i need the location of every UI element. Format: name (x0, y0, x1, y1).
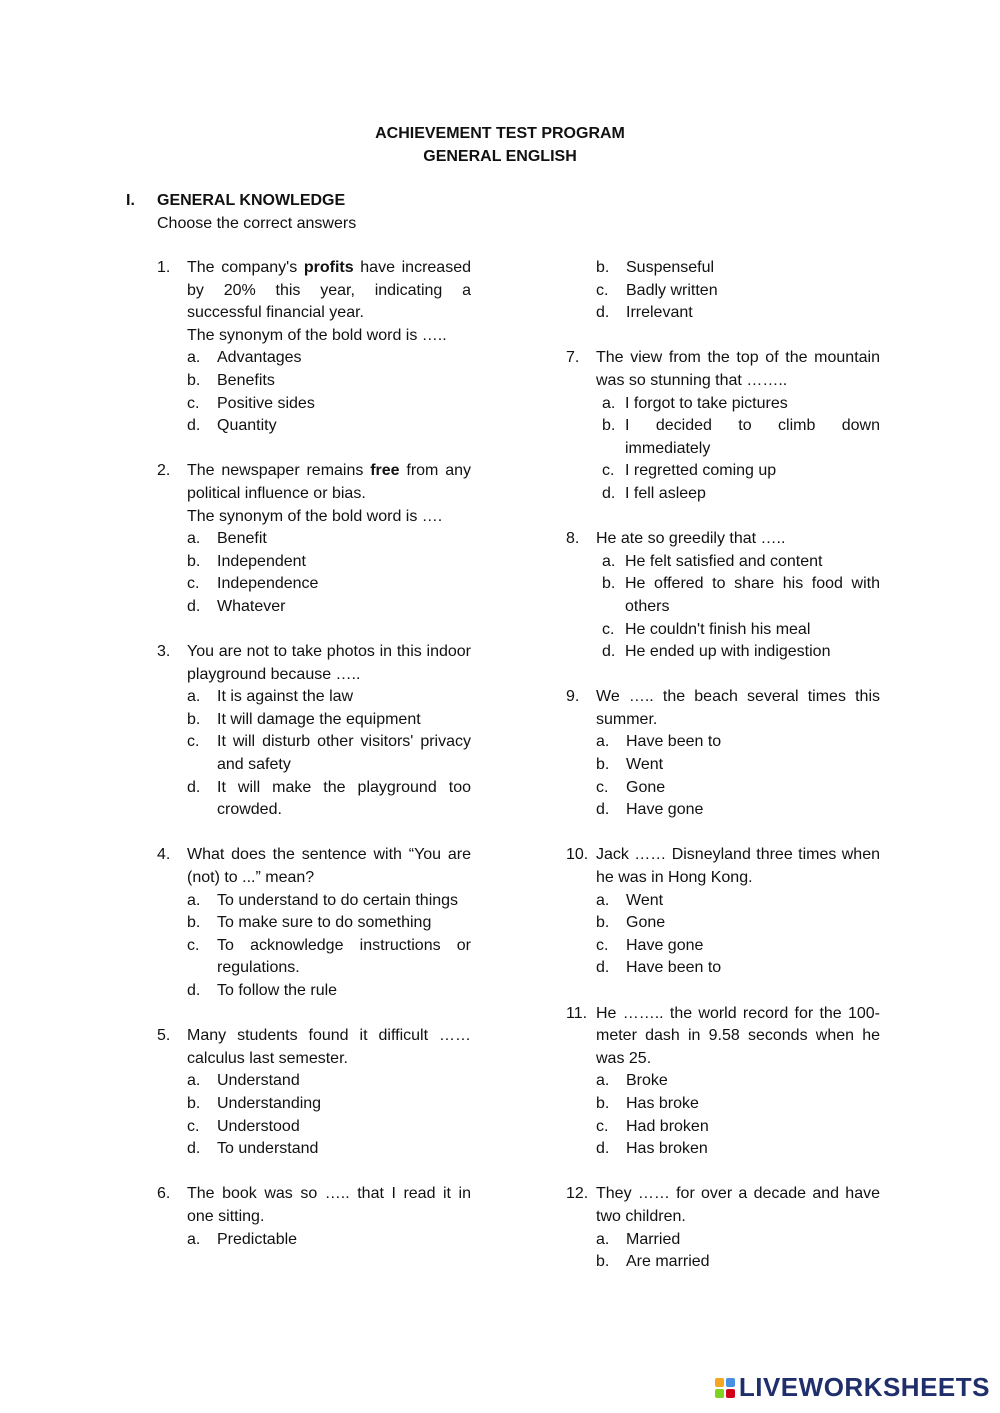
option-text: Went (626, 756, 664, 774)
option-text: I fell asleep (625, 484, 706, 502)
document-subtitle: GENERAL ENGLISH (423, 148, 577, 165)
answer-options (596, 257, 880, 325)
answer-options (187, 347, 471, 437)
option-letter: c. (187, 1117, 200, 1135)
option-letter: b. (596, 1253, 610, 1271)
bold-keyword: profits (303, 259, 354, 276)
option-letter: c. (596, 281, 609, 299)
question-stem (157, 1025, 471, 1070)
option-letter: a. (596, 1072, 610, 1090)
option-text: Gone (626, 778, 666, 796)
answer-option (596, 1070, 880, 1093)
answer-option (602, 619, 880, 642)
question-text: He …….. the world record for the 100-meter dash in 9.58 seconds when he was 25. (596, 1004, 880, 1067)
option-letter: c. (596, 778, 609, 796)
option-text: Benefits (217, 371, 275, 389)
question-text: What does the sentence with “You are (not) to ...” mean? (187, 846, 471, 887)
logo-square (726, 1389, 735, 1398)
option-text: Independent (217, 552, 306, 570)
answer-option (596, 1116, 880, 1139)
option-text: Quantity (217, 417, 277, 435)
option-text: Gone (626, 914, 666, 932)
option-letter: d. (187, 1140, 201, 1158)
question-text: They …… for over a decade and have two children. (596, 1185, 880, 1225)
question-item (566, 844, 880, 980)
option-letter: c. (187, 733, 200, 751)
section-title: GENERAL KNOWLEDGE (157, 192, 346, 209)
option-text: Independence (217, 575, 319, 593)
answer-option (596, 957, 880, 980)
question-text: Jack …… Disneyland three times when he was in Hong Kong. (596, 846, 880, 887)
option-text: I decided to climb down immediately (625, 417, 880, 457)
option-text: To make sure to do something (217, 914, 432, 932)
option-letter: b. (602, 417, 616, 435)
answer-option (596, 777, 880, 800)
option-letter: d. (602, 484, 616, 502)
option-text: To acknowledge instructions or regulations. (217, 936, 471, 977)
question-stem (566, 1183, 880, 1228)
option-letter: a. (602, 552, 616, 570)
question-stem (157, 257, 471, 325)
option-letter: a. (187, 530, 201, 548)
option-letter: b. (596, 259, 610, 276)
answer-option (596, 731, 880, 754)
question-subprompt: The synonym of the bold word is …. (187, 507, 443, 525)
question-text: The newspaper remains free from any political influence or bias. (187, 462, 471, 502)
question-number: 1. (157, 259, 171, 276)
question-number: 5. (157, 1027, 171, 1045)
option-text: Predictable (217, 1230, 298, 1248)
answer-option (187, 980, 471, 1003)
answer-options (187, 890, 471, 1003)
answer-option (596, 754, 880, 777)
option-text: It is against the law (217, 688, 354, 706)
question-item (157, 641, 471, 822)
answer-option (187, 370, 471, 393)
option-letter: d. (187, 417, 201, 435)
option-letter: a. (187, 1072, 201, 1090)
option-letter: d. (596, 959, 610, 977)
answer-option (187, 415, 471, 438)
option-letter: c. (187, 575, 200, 593)
option-letter: c. (602, 462, 615, 480)
option-letter: d. (596, 304, 610, 322)
question-item (157, 844, 471, 1002)
answer-option (187, 551, 471, 574)
option-text: Married (626, 1230, 681, 1248)
question-number: 6. (157, 1185, 171, 1203)
answer-option (187, 686, 471, 709)
option-text: Benefit (217, 530, 267, 548)
answer-option (187, 731, 471, 776)
question-stem (157, 844, 471, 889)
logo-square (715, 1378, 724, 1387)
answer-option (187, 1093, 471, 1116)
option-letter: a. (187, 891, 201, 909)
question-number: 10. (566, 846, 589, 864)
question-number: 12. (566, 1185, 589, 1203)
option-letter: b. (596, 1094, 610, 1112)
option-text: Understand (217, 1072, 300, 1090)
answer-option (187, 890, 471, 913)
option-letter: b. (596, 756, 610, 774)
answer-option (602, 573, 880, 618)
answer-option (602, 551, 880, 574)
answer-option (596, 302, 880, 325)
document-title: ACHIEVEMENT TEST PROGRAM (375, 125, 625, 142)
option-text: He felt satisfied and content (625, 552, 823, 570)
option-letter: c. (596, 1117, 609, 1135)
option-text: Are married (626, 1253, 710, 1271)
question-item (566, 257, 880, 325)
option-text: Irrelevant (626, 304, 693, 322)
option-text: To understand to do certain things (217, 891, 459, 909)
option-text: It will disturb other visitors' privacy and safety (217, 733, 471, 774)
answer-option (187, 573, 471, 596)
option-text: To understand (217, 1140, 319, 1158)
answer-option (596, 935, 880, 958)
question-text: He ate so greedily that ….. (596, 530, 786, 548)
answer-options (187, 528, 471, 618)
option-text: Has broke (626, 1094, 699, 1112)
answer-option (602, 393, 880, 416)
option-text: Whatever (217, 597, 286, 615)
answer-option (602, 415, 880, 460)
answer-option (187, 596, 471, 619)
answer-option (596, 1138, 880, 1161)
option-letter: a. (602, 394, 616, 412)
answer-option (187, 528, 471, 551)
answer-option (596, 890, 880, 913)
option-text: It will make the playground too crowded. (217, 778, 471, 819)
question-text: The view from the top of the mountain was so stunning that …….. (596, 349, 880, 389)
question-stem (566, 686, 880, 731)
option-letter: a. (187, 688, 201, 706)
bold-keyword: free (370, 462, 400, 480)
question-number: 3. (157, 643, 171, 661)
question-item (157, 460, 471, 618)
option-text: I forgot to take pictures (625, 394, 788, 412)
question-text: The company's profits have increased by 20% this year, indicating a successful financial year. (187, 259, 471, 322)
option-letter: d. (596, 1140, 610, 1158)
option-letter: a. (187, 349, 201, 367)
answer-option (187, 347, 471, 370)
option-text: Have gone (626, 801, 704, 819)
answer-option (596, 1093, 880, 1116)
option-letter: c. (596, 936, 609, 954)
option-text: Understood (217, 1117, 300, 1135)
answer-option (187, 1229, 471, 1252)
question-number: 2. (157, 462, 171, 480)
logo-text: LIVEWORKSHEETS (738, 1372, 990, 1402)
answer-options (187, 1070, 471, 1160)
question-item (157, 1025, 471, 1161)
option-letter: a. (596, 1230, 610, 1248)
option-text: Had broken (626, 1117, 709, 1135)
question-text: You are not to take photos in this indoor playground because ….. (187, 643, 471, 683)
answer-options (596, 731, 880, 821)
option-letter: b. (187, 914, 201, 932)
question-number: 7. (566, 349, 580, 367)
answer-option (596, 799, 880, 822)
answer-option (187, 1070, 471, 1093)
option-text: Understanding (217, 1094, 322, 1112)
question-number: 11. (566, 1004, 588, 1022)
answer-option (596, 257, 880, 280)
option-letter: b. (602, 575, 616, 593)
option-text: Went (626, 891, 664, 909)
question-stem (157, 641, 471, 686)
answer-option (187, 709, 471, 732)
question-text: We ….. the beach several times this summer. (596, 688, 880, 728)
option-letter: d. (187, 597, 201, 615)
option-text: Have been to (626, 959, 722, 977)
answer-option (602, 641, 880, 664)
question-item (566, 347, 880, 505)
option-letter: c. (187, 936, 200, 954)
question-item (566, 686, 880, 822)
option-letter: b. (187, 1094, 201, 1112)
logo-square (726, 1378, 735, 1387)
question-item (566, 1183, 880, 1273)
question-stem (157, 1183, 471, 1228)
question-number: 9. (566, 688, 580, 706)
section-heading (126, 189, 356, 235)
answer-options (187, 686, 471, 822)
option-letter: d. (187, 982, 201, 999)
option-text: Suspenseful (626, 259, 715, 276)
document-header (0, 122, 1000, 168)
option-letter: d. (596, 801, 610, 819)
question-item (566, 528, 880, 664)
answer-option (187, 393, 471, 416)
option-letter: d. (602, 643, 616, 661)
option-text: Have been to (626, 733, 722, 751)
logo-square (715, 1389, 724, 1398)
option-text: He couldn't finish his meal (625, 620, 811, 638)
question-subprompt: The synonym of the bold word is ….. (187, 326, 447, 344)
option-letter: c. (187, 394, 200, 412)
question-item (157, 257, 471, 438)
answer-option (596, 280, 880, 303)
option-letter: b. (596, 914, 610, 932)
answer-option (187, 1138, 471, 1161)
option-letter: d. (187, 778, 201, 796)
question-stem (566, 528, 880, 551)
option-text: Advantages (217, 349, 302, 367)
option-text: I regretted coming up (625, 462, 777, 480)
option-text: Have gone (626, 936, 704, 954)
question-stem (566, 1003, 880, 1071)
option-letter: b. (187, 552, 201, 570)
answer-options (596, 1229, 880, 1274)
option-letter: b. (187, 371, 201, 389)
question-text: Many students found it difficult …… calculus last semester. (187, 1027, 471, 1067)
answer-option (602, 483, 880, 506)
answer-option (187, 777, 471, 822)
question-stem (157, 460, 471, 505)
answer-options (602, 551, 880, 664)
option-text: Badly written (626, 281, 718, 299)
question-number: 8. (566, 530, 580, 548)
option-letter: a. (596, 733, 610, 751)
answer-option (596, 912, 880, 935)
question-stem (566, 347, 880, 392)
answer-option (596, 1229, 880, 1252)
question-item (157, 1183, 471, 1251)
option-letter: a. (596, 891, 610, 909)
option-text: To follow the rule (217, 982, 338, 999)
liveworksheets-logo (715, 1372, 990, 1403)
section-number: I. (126, 192, 135, 209)
option-text: Broke (626, 1072, 668, 1090)
answer-options (596, 890, 880, 980)
option-letter: c. (602, 620, 615, 638)
answer-options (187, 1229, 471, 1252)
section-instruction: Choose the correct answers (157, 215, 357, 232)
question-number: 4. (157, 846, 171, 864)
option-text: He offered to share his food with others (625, 575, 880, 615)
option-text: It will damage the equipment (217, 710, 421, 728)
answer-option (596, 1251, 880, 1274)
option-text: Has broken (626, 1140, 708, 1158)
answer-option (187, 935, 471, 980)
question-item (566, 1003, 880, 1161)
option-letter: b. (187, 710, 201, 728)
questions-left-column (157, 257, 471, 1274)
option-text: He ended up with indigestion (625, 643, 831, 661)
questions-right-column (566, 257, 880, 1296)
logo-mark-icon (715, 1378, 735, 1398)
question-stem (566, 844, 880, 889)
question-text: The book was so ….. that I read it in one sitting. (187, 1185, 471, 1225)
answer-option (602, 460, 880, 483)
option-text: Positive sides (217, 394, 315, 412)
answer-option (187, 912, 471, 935)
answer-option (187, 1116, 471, 1139)
answer-options (602, 393, 880, 506)
option-letter: a. (187, 1230, 201, 1248)
answer-options (596, 1070, 880, 1160)
